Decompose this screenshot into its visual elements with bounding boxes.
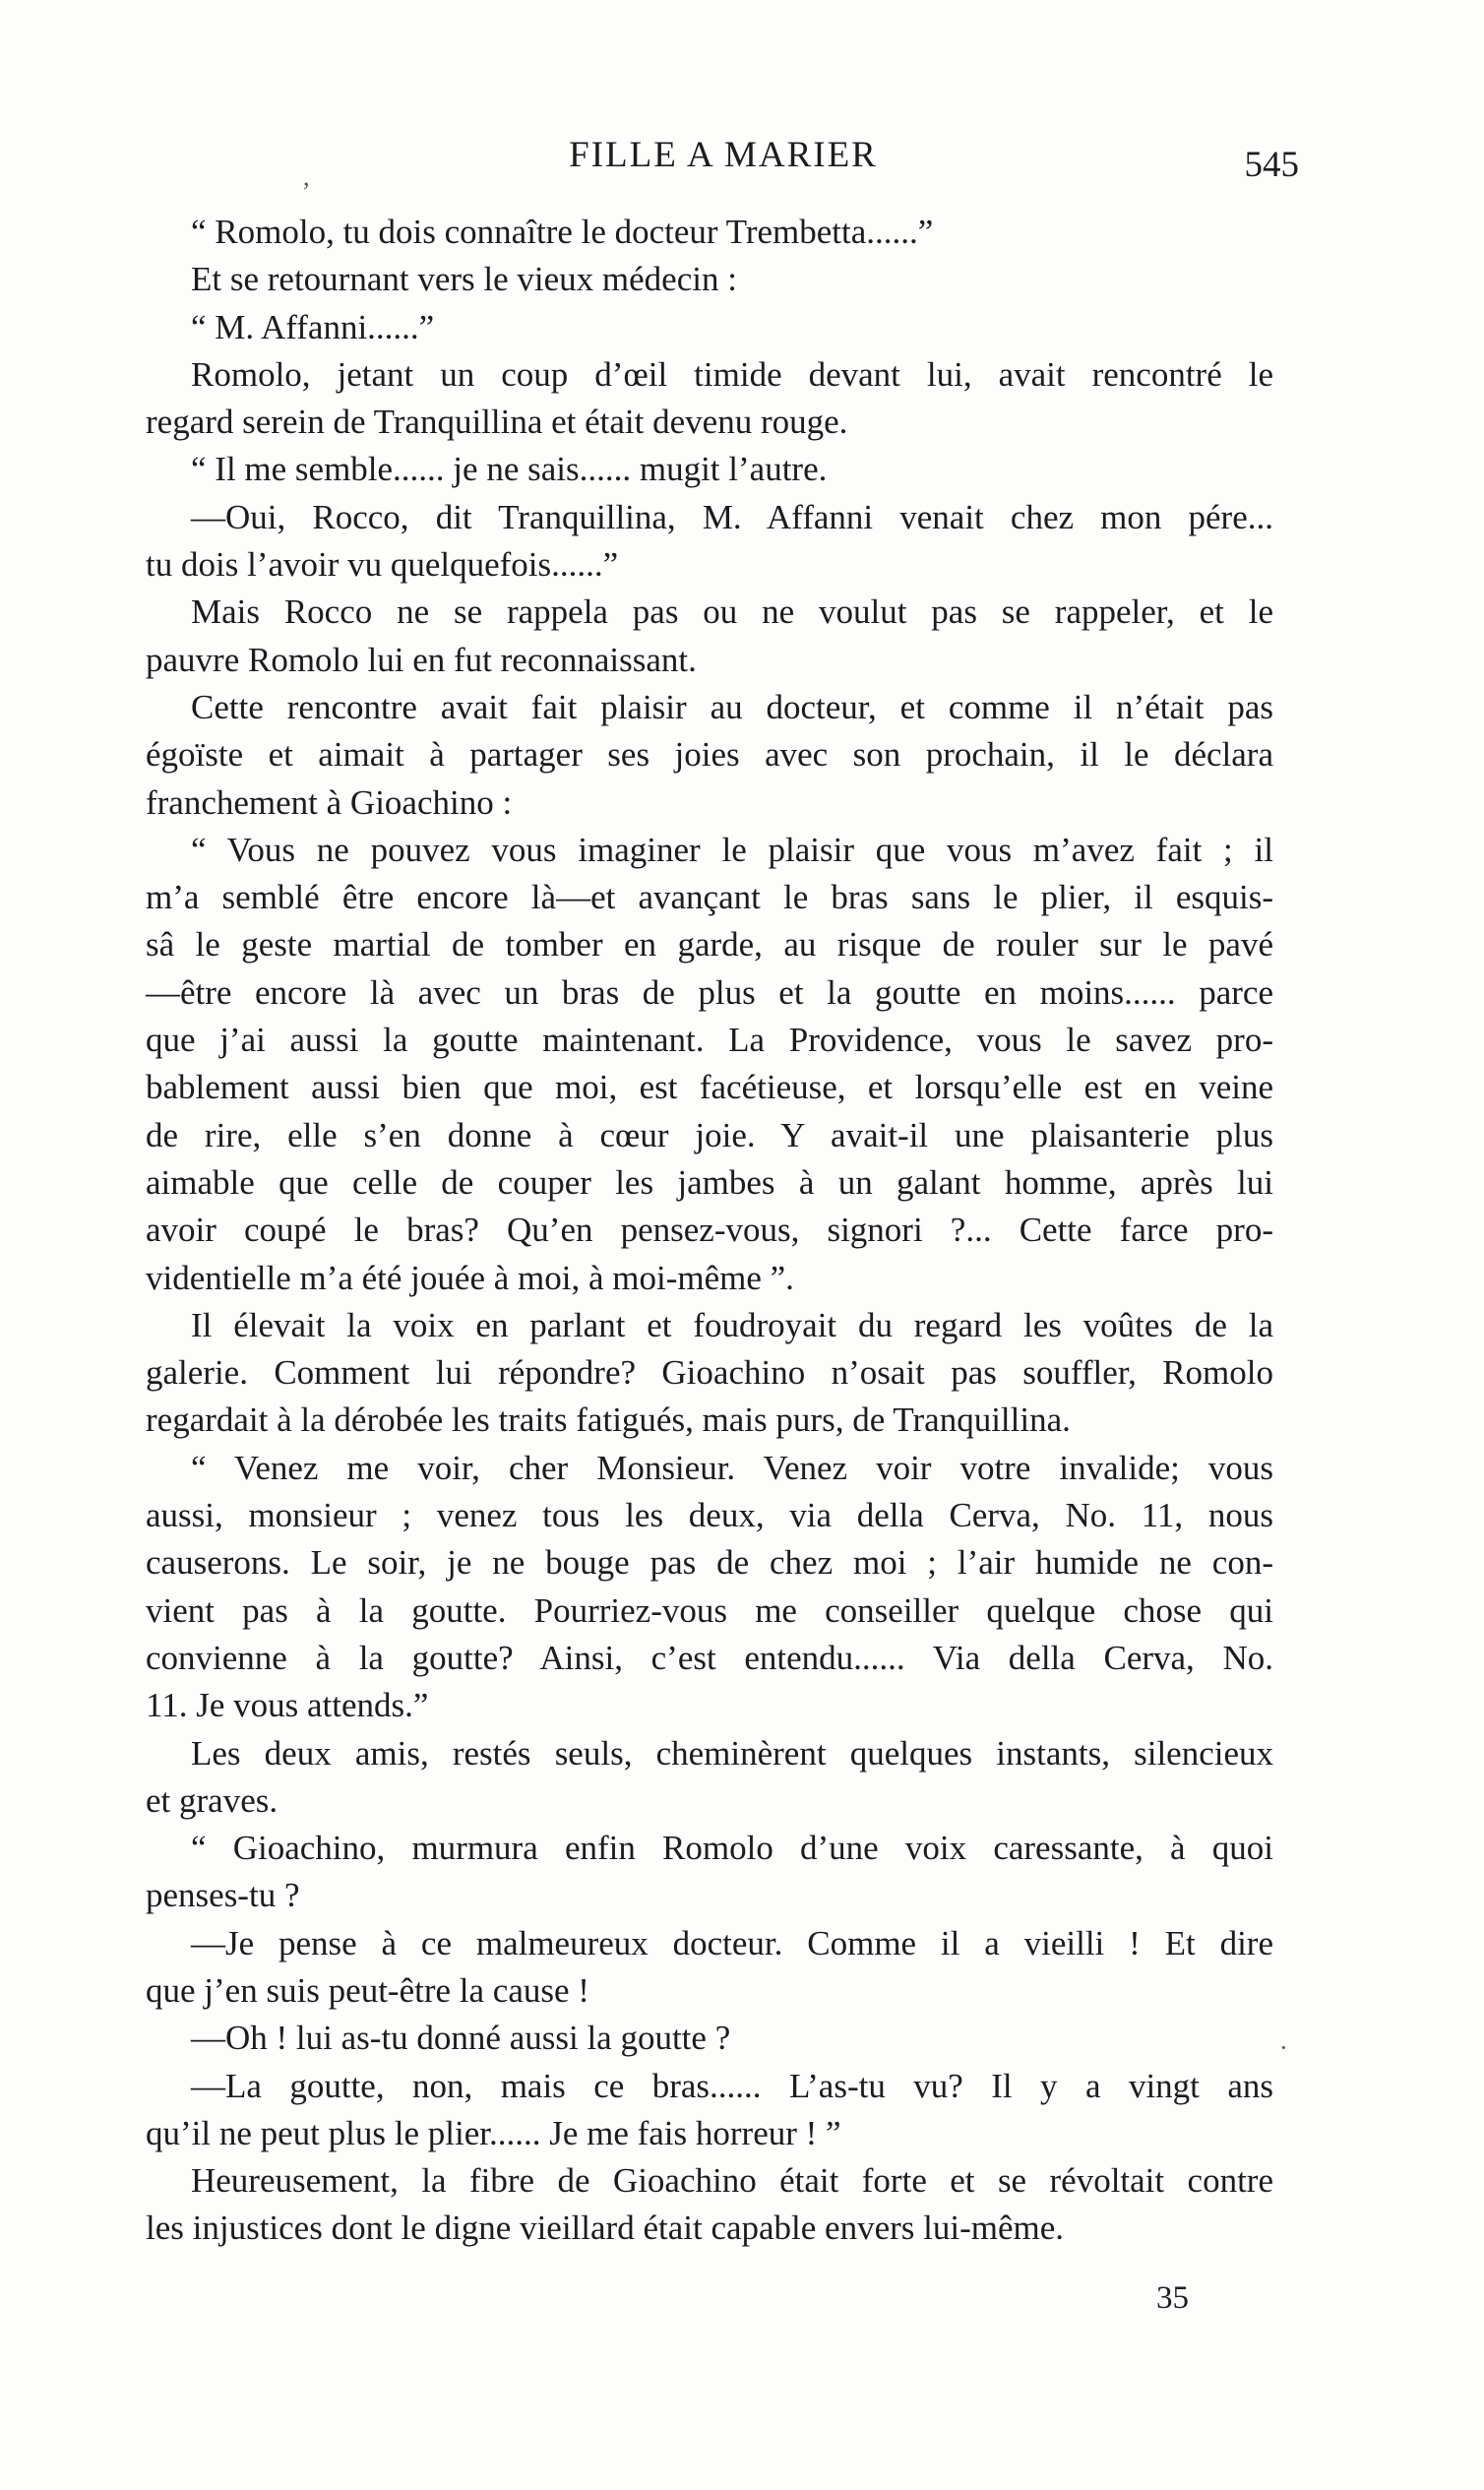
text-line: “ Romolo, tu dois connaître le docteur Trembetta......” — [191, 213, 934, 251]
text-line: 11. Je vous attends.” — [146, 1686, 429, 1725]
stray-mark: , — [303, 162, 310, 191]
text-line: —Je pense à ce malmeureux docteur. Comme il a vieilli ! Et dire — [191, 1923, 1273, 1962]
text-line: qu’il ne peut plus le plier...... Je me fais horreur ! ” — [146, 2113, 841, 2152]
text-line: regard serein de Tranquillina et était devenu rouge. — [146, 403, 848, 442]
text-line: aimable que celle de couper les jambes à un galant homme, après lui — [146, 1162, 1273, 1202]
running-title: FILLE A MARIER — [569, 135, 878, 175]
text-line: m’a semblé être encore là—et avançant le bras sans le plier, il esquis- — [146, 878, 1273, 917]
text-line: —Oui, Rocco, dit Tranquillina, M. Affanni venait chez mon pére... — [191, 497, 1273, 536]
text-line: franchement à Gioachino : — [146, 782, 513, 822]
signature-mark: 35 — [1156, 2280, 1189, 2316]
text-line: bablement aussi bien que moi, est facétieuse, et lorsqu’elle est en veine — [146, 1068, 1273, 1107]
text-line: tu dois l’avoir vu quelquefois......” — [146, 545, 619, 585]
text-line: causerons. Le soir, je ne bouge pas de chez moi ; l’air humide ne con- — [146, 1543, 1273, 1583]
text-line: “ Vous ne pouvez vous imaginer le plaisir que vous m’avez fait ; il — [191, 830, 1273, 869]
text-line: regardait à la dérobée les traits fatigués, mais purs, de Tranquillina. — [146, 1401, 1071, 1440]
text-line: Il élevait la voix en parlant et foudroyait du regard les voûtes de la — [191, 1305, 1273, 1344]
text-line: égoïste et aimait à partager ses joies avec son prochain, il le déclara — [146, 735, 1273, 775]
text-line: de rire, elle s’en donne à cœur joie. Y avait-il une plaisanterie plus — [146, 1115, 1273, 1154]
text-line: Les deux amis, restés seuls, cheminèrent quelques instants, silencieux — [191, 1733, 1273, 1773]
stray-mark: · — [1279, 2033, 1288, 2062]
text-line: et graves. — [146, 1780, 278, 1820]
text-line: que j’en suis peut-être la cause ! — [146, 1970, 589, 2010]
text-line: “ Il me semble...... je ne sais...... mugit l’autre. — [191, 450, 828, 489]
text-line: Mais Rocco ne se rappela pas ou ne voulut pas se rappeler, et le — [191, 592, 1273, 632]
page-number: 545 — [1244, 145, 1299, 185]
text-line: les injustices dont le digne vieillard était capable envers lui-même. — [146, 2209, 1065, 2248]
text-line: videntielle m’a été jouée à moi, à moi-même ”. — [146, 1258, 794, 1297]
page-header — [148, 136, 1299, 185]
text-line: Romolo, jetant un coup d’œil timide devant lui, avait rencontré le — [191, 354, 1273, 394]
text-line: “ Gioachino, murmura enfin Romolo d’une voix caressante, à quoi — [191, 1829, 1273, 1868]
text-line: —être encore là avec un bras de plus et la goutte en moins...... parce — [146, 972, 1273, 1012]
text-line: —Oh ! lui as-tu donné aussi la goutte ? — [191, 2019, 731, 2058]
text-line: “ M. Affanni......” — [191, 307, 435, 346]
text-line: Heureusement, la fibre de Gioachino était forte et se révoltait contre — [191, 2161, 1273, 2201]
text-line: aussi, monsieur ; venez tous les deux, via della Cerva, No. 11, nous — [146, 1496, 1273, 1535]
text-line: —La goutte, non, mais ce bras...... L’as-tu vu? Il y a vingt ans — [191, 2066, 1273, 2105]
text-line: convienne à la goutte? Ainsi, c’est entendu...... Via della Cerva, No. — [146, 1638, 1273, 1677]
text-line: sâ le geste martial de tomber en garde, au risque de rouler sur le pavé — [146, 925, 1273, 965]
text-line: penses-tu ? — [146, 1876, 300, 1915]
text-line: Et se retournant vers le vieux médecin : — [191, 260, 737, 299]
text-line: Cette rencontre avait fait plaisir au docteur, et comme il n’était pas — [191, 687, 1273, 726]
text-line: que j’ai aussi la goutte maintenant. La Providence, vous le savez pro- — [146, 1021, 1273, 1060]
text-line: “ Venez me voir, cher Monsieur. Venez voir votre invalide; vous — [191, 1448, 1273, 1487]
text-line: avoir coupé le bras? Qu’en pensez-vous, signori ?... Cette farce pro- — [146, 1211, 1273, 1250]
body-text — [146, 209, 1273, 2253]
text-line: vient pas à la goutte. Pourriez-vous me conseiller quelque chose qui — [146, 1590, 1273, 1630]
text-line: pauvre Romolo lui en fut reconnaissant. — [146, 640, 697, 679]
text-line: galerie. Comment lui répondre? Gioachino n’osait pas souffler, Romolo — [146, 1353, 1273, 1393]
